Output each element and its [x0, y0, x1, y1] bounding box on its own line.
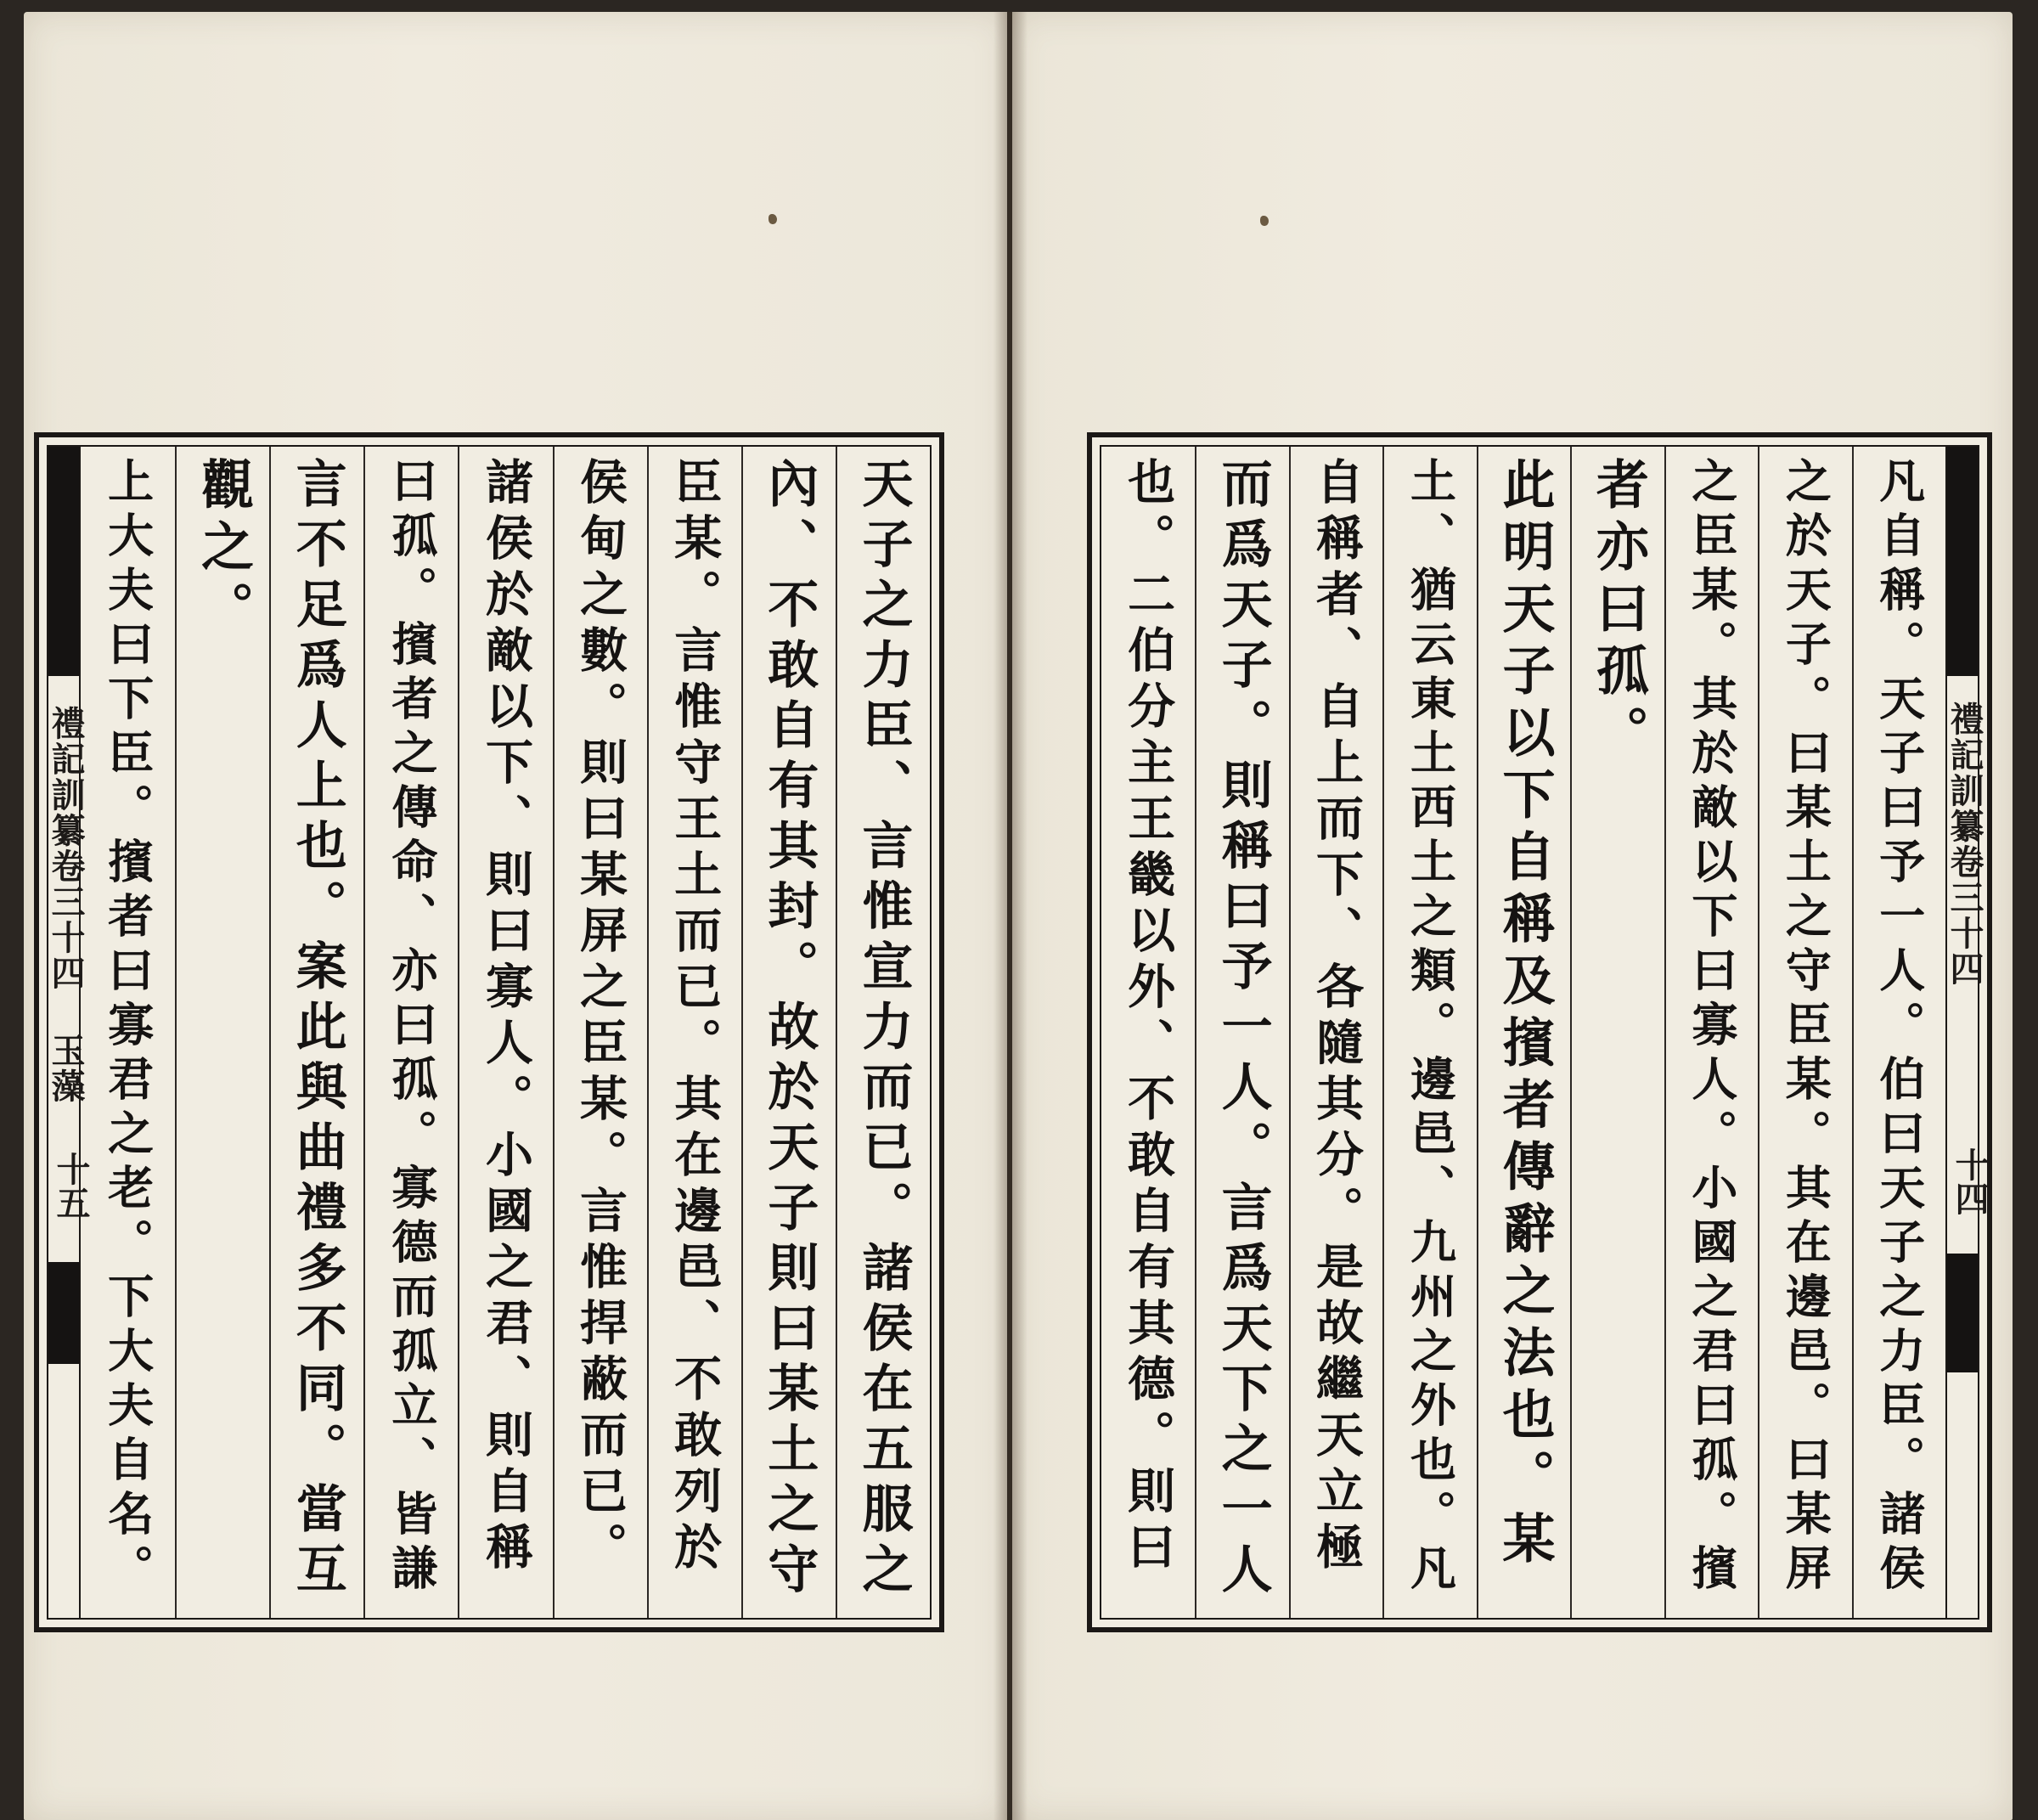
text-column: 者亦曰孤。	[1570, 447, 1664, 1618]
right-margin-title: 禮記訓纂卷三十四	[1945, 702, 1985, 987]
text-column: 之於天子。曰某土之守臣某。其在邊邑。曰某屏	[1758, 447, 1851, 1618]
text-column: 臣某。言惟守王土而已。其在邊邑、不敢列於	[647, 447, 741, 1618]
text-column: 而爲天子。則稱曰予一人。言爲天下之一人	[1195, 447, 1288, 1618]
wormhole-mark	[768, 214, 777, 224]
right-folio: 十四	[1950, 1147, 1990, 1215]
text-column: 天子之力臣、言惟宣力而已。諸侯在五服之	[836, 447, 930, 1618]
text-column: 也。二伯分主王畿以外、不敢自有其德。則曰	[1120, 457, 1177, 1578]
book-gutter	[994, 12, 1027, 1820]
text-column: 此明天子以下自稱及擯者傳辭之法也。某	[1477, 447, 1570, 1618]
text-column: 之臣某。其於敵以下曰寡人。小國之君曰孤。擯	[1664, 447, 1758, 1618]
right-margin-strip	[1945, 447, 1990, 1618]
left-margin-strip	[46, 447, 91, 1618]
text-column: 侯甸之數。則曰某屏之臣某。言惟捍蔽而已。	[553, 447, 647, 1618]
wormhole-mark	[1260, 216, 1269, 226]
text-column: 上大夫曰下臣。擯者曰寡君之老。下大夫自名。	[100, 457, 155, 1598]
text-column: 言不足爲人上也。案此與曲禮多不同。當互	[269, 447, 363, 1618]
fishtail-top	[48, 447, 79, 676]
text-column: 凡自稱。天子曰予一人。伯曰天子之力臣。諸侯	[1852, 447, 1945, 1618]
fishtail-bottom	[1947, 1254, 1978, 1372]
text-column: 自稱者、自上而下、各隨其分。是故繼天立極	[1289, 447, 1382, 1618]
left-folio: 十五	[51, 1152, 91, 1220]
fishtail-top	[1947, 447, 1978, 676]
right-text-frame	[1087, 432, 1992, 1632]
fishtail-bottom	[48, 1262, 79, 1364]
text-column: 諸侯於敵以下、則曰寡人。小國之君、則自稱	[458, 447, 552, 1618]
left-text-frame	[34, 432, 944, 1632]
text-column: 內、不敢自有其封。故於天子則曰某土之守	[741, 447, 836, 1618]
text-column: 土、猶云東土西土之類。邊邑、九州之外也。凡	[1382, 447, 1476, 1618]
left-columns	[81, 447, 930, 1618]
text-column: 曰孤。擯者之傳命、亦曰孤。寡德而孤立、皆謙	[363, 447, 458, 1618]
left-margin-title: 禮記訓纂卷三十四 玉藻	[46, 706, 86, 1104]
text-column: 觀之。	[175, 447, 269, 1618]
right-columns	[1101, 447, 1945, 1618]
